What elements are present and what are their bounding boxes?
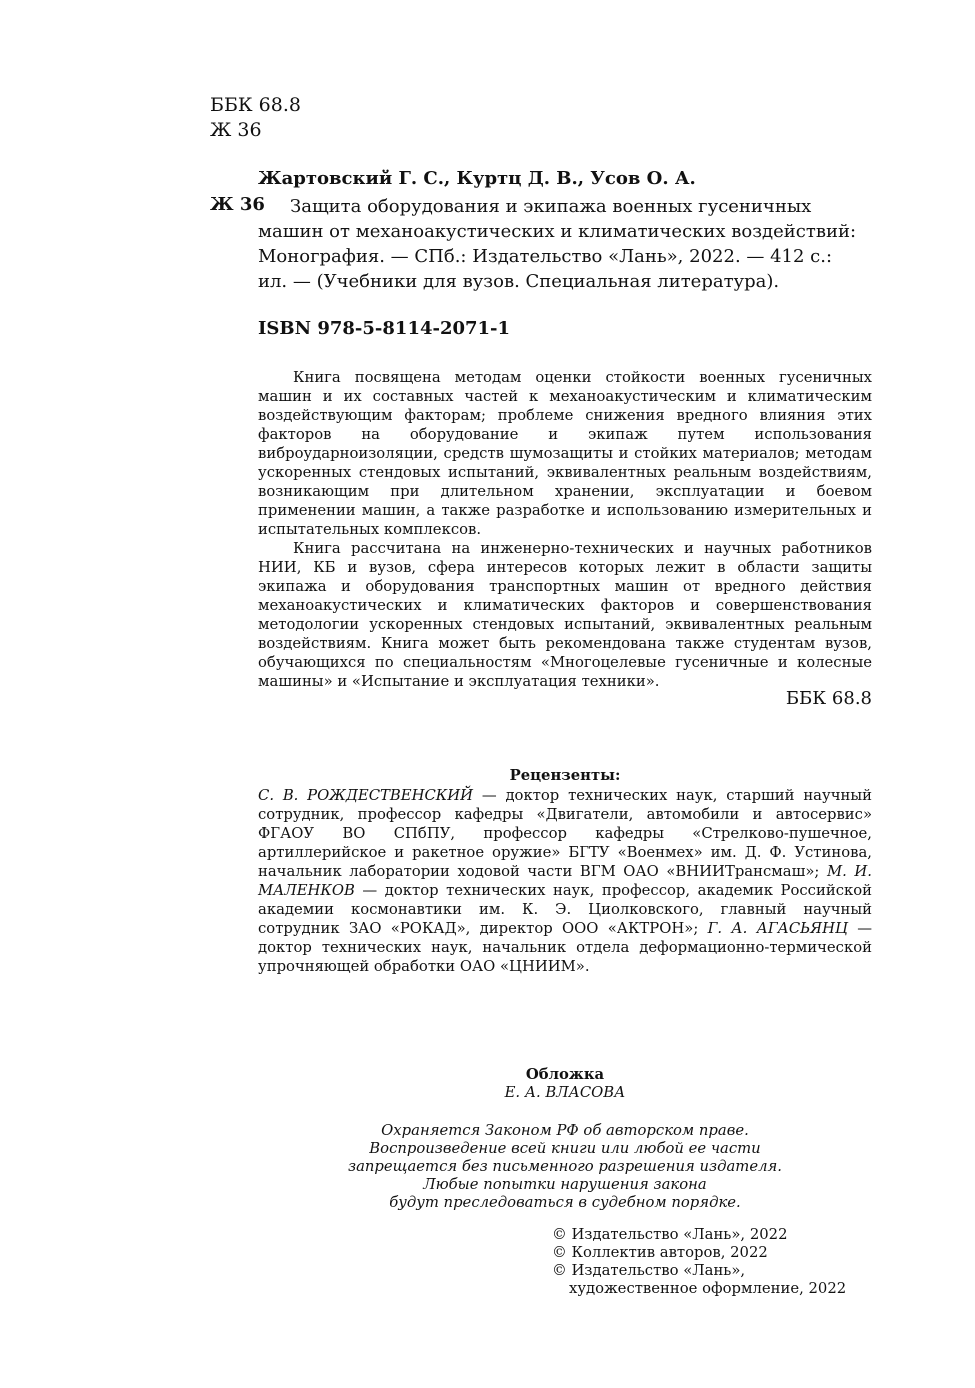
title-line-1: Защита оборудования и экипажа военных гусеничных bbox=[290, 196, 812, 217]
copyright-notice bbox=[258, 1122, 872, 1212]
catalog-codes bbox=[210, 93, 301, 143]
reviewer-2-name: М. И. МАЛЕНКОВ bbox=[258, 863, 872, 899]
reviewer-3-name: Г. А. АГАСЬЯНЦ bbox=[707, 920, 848, 937]
entry-code: Ж 36 bbox=[210, 194, 265, 215]
abstract-paragraph-2: Книга рассчитана на инженерно-технических и научных работников НИИ, КБ и вузов, сфера интересов которых лежит в области защиты экипажа и оборудования транспортных машин от вредного действия механоакустических и климатических факторов и совершенствования методологии ускоренных стендовых испытаний, эквивалентных реальным воздействиям. Книга может быть рекомендована также студентам вузов, обучающихся по специальностям «Многоцелевые гусеничные и колесные машины» и «Испытание и эксплуатация техники». bbox=[258, 540, 872, 690]
cover-credit bbox=[258, 1066, 872, 1102]
reviewer-3-text: — доктор технических наук, начальник отдела деформационно-термической упрочняющей обработки ОАО «ЦНИИМ». bbox=[258, 920, 872, 975]
copyright-note-line-2: Воспроизведение всей книги или любой ее части bbox=[369, 1140, 761, 1157]
copyright-line-4: художественное оформление, 2022 bbox=[569, 1280, 847, 1297]
copyright-line-1: © Издательство «Лань», 2022 bbox=[552, 1226, 788, 1243]
copyright-lines bbox=[552, 1226, 846, 1298]
copyright-note-line-1: Охраняется Законом РФ об авторском праве. bbox=[381, 1122, 749, 1139]
abstract-paragraph-1: Книга посвящена методам оценки стойкости военных гусеничных машин и их составных частей к механоакустическим и климатическим воздействующим факторам; проблеме снижения вредного влияния этих факторов на оборудование и экипаж путем использования виброударноизоляции, средств шумозащиты и стойких материалов; методам ускоренных стендовых испытаний, эквивалентных реальным воздействиям, возникающим при длительном хранении, эксплуатации и боевом применении машин, а также разработке и использованию измерительных и испытательных комплексов. bbox=[258, 369, 872, 538]
copyright-note-line-3: запрещается без письменного разрешения издателя. bbox=[348, 1158, 782, 1175]
isbn: ISBN 978-5-8114-2071-1 bbox=[258, 318, 511, 339]
reviewer-1-text: — доктор технических наук, старший научный сотрудник, профессор кафедры «Двигатели, автомобили и автосервис» ФГАОУ ВО СПбПУ, профессор кафедры «Стрелково-пушечное, артиллерийское и ракетное оружие» БГТУ «Военмех» им. Д. Ф. Устинова, начальник лаборатории ходовой части ВГМ ОАО «ВНИИТрансмаш»; bbox=[258, 787, 872, 880]
title-line-2: машин от механоакустических и климатических воздействий: bbox=[258, 221, 857, 242]
reviewer-2-text: — доктор технических наук, профессор, академик Российской академии космонавтики им. К. Э. Циолковского, главный научный сотрудник ЗАО «РОКАД», директор ООО «АКТРОН»; bbox=[258, 882, 872, 937]
copyright-note-line-4: Любые попытки нарушения закона bbox=[423, 1176, 707, 1193]
copyright-line-3: © Издательство «Лань», bbox=[552, 1262, 746, 1279]
copyright-line-2: © Коллектив авторов, 2022 bbox=[552, 1244, 768, 1261]
cover-designer: Е. А. ВЛАСОВА bbox=[504, 1084, 626, 1101]
title-line-4: ил. — (Учебники для вузов. Специальная литература). bbox=[258, 271, 780, 292]
title-description bbox=[258, 194, 872, 294]
bbk-code: ББК 68.8 bbox=[210, 94, 301, 116]
title-line-3: Монография. — СПб.: Издательство «Лань», 2022. — 412 с.: bbox=[258, 246, 833, 267]
author-code: Ж 36 bbox=[210, 119, 262, 141]
abstract bbox=[258, 368, 872, 691]
abstract-bbk: ББК 68.8 bbox=[785, 688, 872, 709]
reviewer-1-name: С. В. РОЖДЕСТВЕНСКИЙ bbox=[258, 787, 474, 804]
reviewers-heading: Рецензенты: bbox=[509, 767, 621, 784]
authors: Жартовский Г. С., Куртц Д. В., Усов О. А. bbox=[258, 168, 696, 189]
copyright-note-line-5: будут преследоваться в судебном порядке. bbox=[389, 1194, 741, 1211]
cover-heading: Обложка bbox=[525, 1066, 605, 1083]
reviewers-text bbox=[258, 786, 872, 976]
